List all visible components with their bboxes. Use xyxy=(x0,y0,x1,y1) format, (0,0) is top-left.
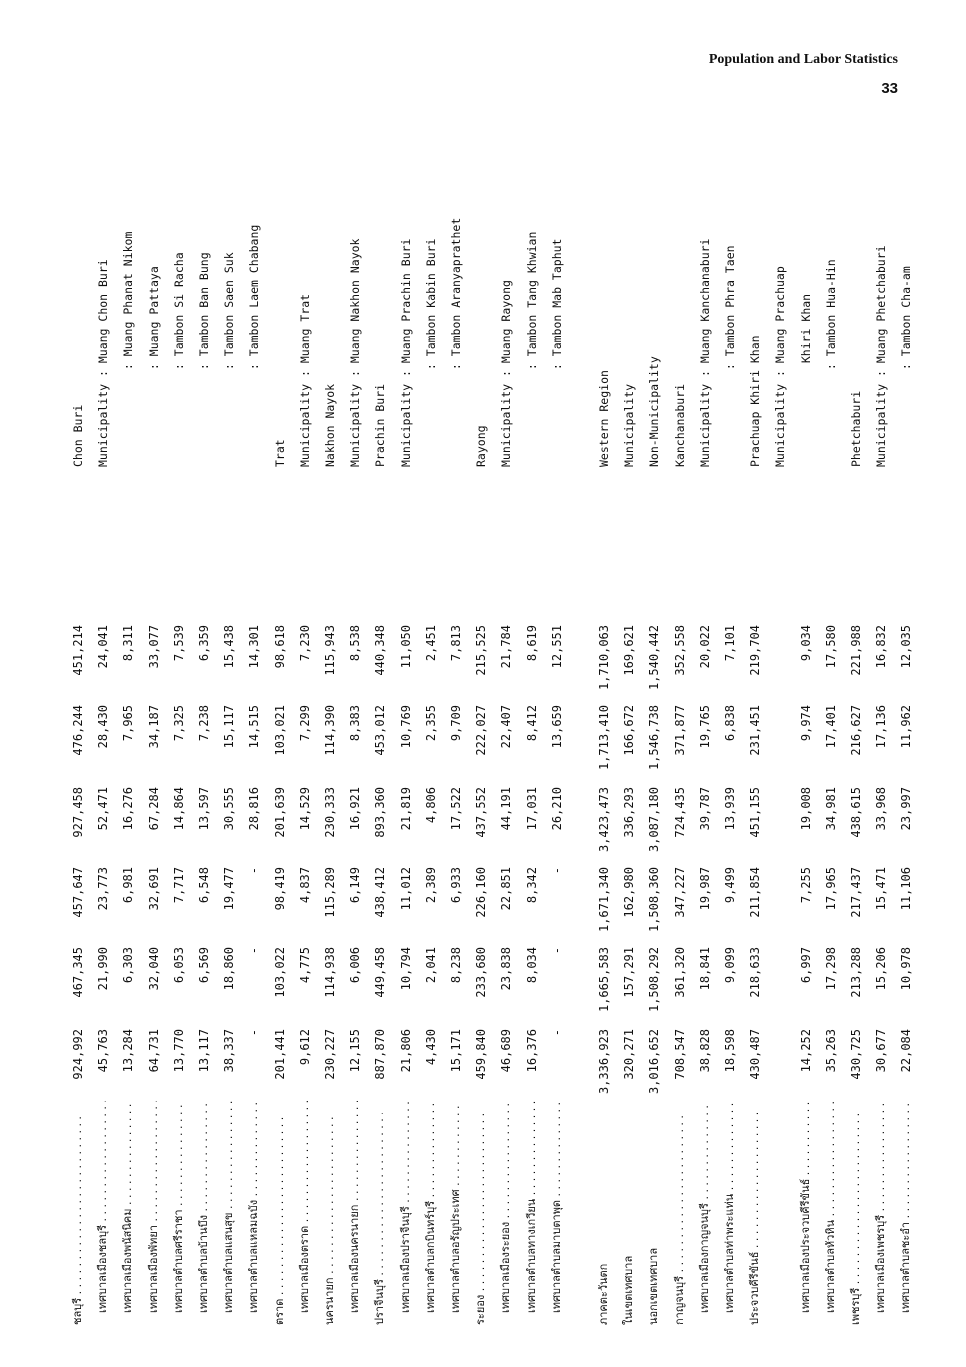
english-name-cell: Municipality : Muang Kanchanaburi xyxy=(697,238,712,467)
value-cell: 7,230 xyxy=(297,625,312,662)
thai-name-cell: เทศบาลเมืองพัทยา . . . xyxy=(143,1101,165,1325)
value-cell: 8,412 xyxy=(524,705,539,742)
value-cell: 8,311 xyxy=(121,625,136,662)
thai-name-cell: เทศบาลเมืองพนัสนิคม . . . xyxy=(117,1101,139,1325)
english-name-cell: : Tambon Phra Taen xyxy=(723,245,737,467)
value-cell: 16,376 xyxy=(524,1029,539,1073)
value-cell: 1,665,583 xyxy=(597,947,611,1013)
english-name-cell: : Tambon Tang Khwian xyxy=(524,231,539,467)
value-cell: 1,546,738 xyxy=(647,705,662,771)
value-cell: 115,943 xyxy=(323,625,337,676)
thai-name-cell: ชลบุรี . . . xyxy=(67,1113,89,1325)
value-cell: 24,041 xyxy=(96,625,111,669)
value-cell: 13,597 xyxy=(197,787,211,831)
thai-name-cell: เทศบาลตำบลทางเกวียน . . . xyxy=(521,1101,543,1325)
table-row xyxy=(669,85,691,1325)
value-cell: 336,293 xyxy=(622,787,637,838)
english-name-cell: : Tambon Mab Taphut xyxy=(549,238,564,467)
value-cell: 6,997 xyxy=(798,947,813,984)
value-cell: 12,551 xyxy=(549,625,564,669)
value-cell: 15,171 xyxy=(449,1029,463,1073)
value-cell: 19,008 xyxy=(798,787,813,831)
english-name-cell: : Tambon Saen Suk xyxy=(222,252,237,467)
table-row xyxy=(845,85,867,1325)
value-cell: 15,471 xyxy=(874,867,889,911)
value-cell: 18,841 xyxy=(697,947,712,991)
value-cell: 226,160 xyxy=(474,867,489,918)
value-cell: 44,191 xyxy=(499,787,514,831)
english-name-cell: Municipality : Muang Prachuap xyxy=(773,266,788,467)
value-cell: 215,525 xyxy=(474,625,489,676)
value-cell: - xyxy=(247,867,262,875)
thai-name-cell: เทศบาลตำบลบ้านบึง . . . xyxy=(193,1101,215,1325)
table-row xyxy=(445,85,467,1325)
value-cell: 32,691 xyxy=(146,867,161,911)
value-cell: 320,271 xyxy=(622,1029,637,1080)
value-cell: 22,084 xyxy=(899,1029,914,1073)
value-cell: 14,529 xyxy=(297,787,312,831)
value-cell: 2,355 xyxy=(423,705,438,742)
table-row xyxy=(344,85,366,1325)
table-row xyxy=(243,85,265,1325)
value-cell: 476,244 xyxy=(71,705,85,756)
value-cell: 11,106 xyxy=(899,867,914,911)
table-row xyxy=(269,85,291,1325)
table-row xyxy=(470,85,492,1325)
english-name-cell: Municipality : Muang Phetchaburi xyxy=(874,245,889,467)
value-cell: 11,012 xyxy=(398,867,413,911)
english-name-cell: Prachuap Khiri Khan xyxy=(748,335,763,467)
english-name-cell: : Muang Phanat Nikom xyxy=(121,231,136,467)
value-cell: 1,508,292 xyxy=(647,947,662,1013)
value-cell: - xyxy=(549,1029,564,1037)
value-cell: 17,580 xyxy=(823,625,838,669)
population-table xyxy=(55,85,914,1325)
value-cell: 52,471 xyxy=(96,787,111,831)
english-name-cell: : Tambon Kabin Buri xyxy=(423,238,438,467)
value-cell: 724,435 xyxy=(672,787,687,838)
english-name-cell: Kanchanaburi xyxy=(672,383,687,467)
value-cell: 28,430 xyxy=(96,705,111,749)
value-cell: 13,284 xyxy=(121,1029,136,1073)
value-cell: 218,633 xyxy=(748,947,763,998)
thai-name-cell: กาญจนบุรี . . . xyxy=(669,1113,691,1325)
value-cell: 459,840 xyxy=(474,1029,489,1080)
value-cell: 7,813 xyxy=(449,625,463,662)
thai-name-cell: เทศบาลเมืองชลบุรี . . . xyxy=(92,1101,114,1325)
thai-name-cell: นอกเขตเทศบาล xyxy=(647,1247,661,1325)
table-row xyxy=(895,85,917,1325)
value-cell: 927,458 xyxy=(71,787,85,838)
value-cell: 3,016,652 xyxy=(647,1029,662,1095)
value-cell: 13,117 xyxy=(197,1029,211,1073)
value-cell: 3,423,473 xyxy=(597,787,611,853)
value-cell: 8,238 xyxy=(449,947,463,984)
table-row xyxy=(193,85,215,1325)
english-name-cell: Municipality : Muang Prachin Buri xyxy=(398,238,413,467)
value-cell: 13,659 xyxy=(549,705,564,749)
table-row xyxy=(67,85,89,1325)
value-cell: 12,155 xyxy=(348,1029,363,1073)
thai-name-cell: เทศบาลตำบลแสนสุข . . . xyxy=(218,1101,240,1325)
value-cell: - xyxy=(549,867,564,875)
value-cell: 20,022 xyxy=(697,625,712,669)
value-cell: 7,255 xyxy=(798,867,813,904)
value-cell: 38,828 xyxy=(697,1029,712,1073)
thai-name-cell: นครนายก . . . xyxy=(319,1113,341,1325)
value-cell: 15,117 xyxy=(222,705,237,749)
value-cell: 2,451 xyxy=(423,625,438,662)
english-name-cell: Municipality : Muang Nakhon Nayok xyxy=(348,238,363,467)
value-cell: 15,206 xyxy=(874,947,889,991)
value-cell: 13,939 xyxy=(723,787,737,831)
value-cell: 39,787 xyxy=(697,787,712,831)
value-cell: 221,988 xyxy=(849,625,863,676)
value-cell: 17,298 xyxy=(823,947,838,991)
value-cell: 115,289 xyxy=(323,867,337,918)
value-cell: 924,992 xyxy=(71,1029,85,1080)
value-cell: 103,022 xyxy=(272,947,287,998)
value-cell: 17,401 xyxy=(823,705,838,749)
english-name-cell: : Tambon Aranyaprathet xyxy=(449,217,463,467)
table-row xyxy=(369,85,391,1325)
value-cell: 114,938 xyxy=(323,947,337,998)
value-cell: 457,647 xyxy=(71,867,85,918)
value-cell: 15,438 xyxy=(222,625,237,669)
thai-name-cell: เทศบาลตำบลศรีราชา . . . xyxy=(168,1101,190,1325)
value-cell: 18,598 xyxy=(723,1029,737,1073)
value-cell: 6,548 xyxy=(197,867,211,904)
value-cell: 2,389 xyxy=(423,867,438,904)
table-row xyxy=(143,85,165,1325)
value-cell: 6,303 xyxy=(121,947,136,984)
value-cell: 437,552 xyxy=(474,787,489,838)
value-cell: 453,012 xyxy=(373,705,388,756)
table-row xyxy=(694,85,716,1325)
value-cell: 230,333 xyxy=(323,787,337,838)
table-row xyxy=(643,85,665,1325)
value-cell: 14,252 xyxy=(798,1029,813,1073)
value-cell: 166,672 xyxy=(622,705,637,756)
value-cell: 10,794 xyxy=(398,947,413,991)
value-cell: 449,458 xyxy=(373,947,388,998)
table-row xyxy=(168,85,190,1325)
thai-name-cell: ภาคตะวันตก xyxy=(597,1263,610,1325)
value-cell: 22,851 xyxy=(499,867,514,911)
value-cell: 17,031 xyxy=(524,787,539,831)
value-cell: 233,680 xyxy=(474,947,489,998)
thai-name-cell: เทศบาลเมืองกาญจนบุรี . . . xyxy=(694,1101,716,1325)
english-name-cell: Nakhon Nayok xyxy=(323,383,337,467)
english-name-cell: : Tambon Si Racha xyxy=(171,252,186,467)
thai-name-cell: ในเขตเทศบาล xyxy=(622,1255,636,1325)
table-row xyxy=(92,85,114,1325)
english-name-cell: Municipality : Muang Trat xyxy=(297,293,312,467)
thai-name-cell: ตราด . . . xyxy=(269,1113,291,1325)
table-row xyxy=(618,85,640,1325)
value-cell: - xyxy=(549,947,564,955)
value-cell: 347,227 xyxy=(672,867,687,918)
table-row xyxy=(744,85,766,1325)
value-cell: 103,021 xyxy=(272,705,287,756)
value-cell: 114,390 xyxy=(323,705,337,756)
value-cell: 18,860 xyxy=(222,947,237,991)
english-name-cell: Khiri Khan xyxy=(798,293,813,467)
thai-name-cell: เทศบาลเมืองนครนายก . . . xyxy=(344,1101,366,1325)
table-row xyxy=(593,85,615,1325)
value-cell: 23,838 xyxy=(499,947,514,991)
thai-name-cell: เทศบาลเมืองเพชรบุรี . . . xyxy=(870,1101,892,1325)
english-name-cell: Municipality xyxy=(622,383,637,467)
value-cell: 6,838 xyxy=(723,705,737,742)
thai-name-cell: เทศบาลตำบลกบินทร์บุรี . . . xyxy=(420,1101,442,1325)
value-cell: 438,615 xyxy=(849,787,863,838)
value-cell: 6,149 xyxy=(348,867,363,904)
value-cell: 893,360 xyxy=(373,787,388,838)
value-cell: 9,709 xyxy=(449,705,463,742)
value-cell: 1,671,340 xyxy=(597,867,611,933)
table-row xyxy=(218,85,240,1325)
value-cell: 8,342 xyxy=(524,867,539,904)
value-cell: 98,618 xyxy=(272,625,287,669)
value-cell: 4,775 xyxy=(297,947,312,984)
value-cell: 64,731 xyxy=(146,1029,161,1073)
value-cell: 352,558 xyxy=(672,625,687,676)
value-cell: 16,276 xyxy=(121,787,136,831)
table-row xyxy=(769,85,791,1325)
value-cell: 7,101 xyxy=(723,625,737,662)
value-cell: 157,291 xyxy=(622,947,637,998)
value-cell: 222,027 xyxy=(474,705,489,756)
value-cell: 440,348 xyxy=(373,625,388,676)
thai-name-cell: เทศบาลตำบลอรัญประเทศ . . . xyxy=(445,1101,467,1325)
value-cell: 162,980 xyxy=(622,867,637,918)
thai-name-cell: ประจวบคีรีขันธ์ . . . xyxy=(744,1113,766,1325)
value-cell: 35,263 xyxy=(823,1029,838,1073)
table-row xyxy=(820,85,842,1325)
value-cell: 3,336,923 xyxy=(597,1029,611,1095)
value-cell: 8,538 xyxy=(348,625,363,662)
value-cell: 67,284 xyxy=(146,787,161,831)
value-cell: 7,238 xyxy=(197,705,211,742)
value-cell: 14,515 xyxy=(247,705,262,749)
value-cell: 32,040 xyxy=(146,947,161,991)
value-cell: 46,689 xyxy=(499,1029,514,1073)
thai-name-cell: ปราจีนบุรี . . . xyxy=(369,1113,391,1325)
value-cell: 2,041 xyxy=(423,947,438,984)
value-cell: 14,864 xyxy=(171,787,186,831)
table-row xyxy=(546,85,568,1325)
english-name-cell: Non-Municipality xyxy=(647,356,662,467)
value-cell: 169,621 xyxy=(622,625,637,676)
value-cell: 9,499 xyxy=(723,867,737,904)
value-cell: 28,816 xyxy=(247,787,262,831)
value-cell: 21,819 xyxy=(398,787,413,831)
value-cell: 438,412 xyxy=(373,867,388,918)
value-cell: 4,430 xyxy=(423,1029,438,1066)
table-row xyxy=(294,85,316,1325)
english-name-cell: Western Region xyxy=(597,370,611,467)
thai-name-cell: เทศบาลเมืองปราจีนบุรี . . . xyxy=(395,1101,417,1325)
value-cell: 4,806 xyxy=(423,787,438,824)
value-cell: 11,962 xyxy=(899,705,914,749)
value-cell: 30,677 xyxy=(874,1029,889,1073)
value-cell: 7,325 xyxy=(171,705,186,742)
value-cell: 21,806 xyxy=(398,1029,413,1073)
table-row xyxy=(795,85,817,1325)
value-cell: 6,981 xyxy=(121,867,136,904)
value-cell: 98,419 xyxy=(272,867,287,911)
value-cell: 1,710,063 xyxy=(597,625,611,691)
thai-name-cell: เทศบาลตำบลท่าพระแท่น . . . xyxy=(719,1101,741,1325)
english-name-cell: : Tambon Hua-Hin xyxy=(823,259,838,467)
value-cell: 23,773 xyxy=(96,867,111,911)
value-cell: 216,627 xyxy=(849,705,863,756)
value-cell: 22,407 xyxy=(499,705,514,749)
value-cell: 16,832 xyxy=(874,625,889,669)
table-row xyxy=(319,85,341,1325)
value-cell: 9,612 xyxy=(297,1029,312,1066)
value-cell: 217,437 xyxy=(849,867,863,918)
value-cell: 6,359 xyxy=(197,625,211,662)
value-cell: 9,034 xyxy=(798,625,813,662)
value-cell: 887,870 xyxy=(373,1029,388,1080)
value-cell: 451,214 xyxy=(71,625,85,676)
value-cell: 8,034 xyxy=(524,947,539,984)
value-cell: 8,619 xyxy=(524,625,539,662)
english-name-cell: : Muang Pattaya xyxy=(146,266,161,467)
value-cell: 371,877 xyxy=(672,705,687,756)
value-cell: 34,187 xyxy=(146,705,161,749)
value-cell: 8,383 xyxy=(348,705,363,742)
value-cell: 231,451 xyxy=(748,705,763,756)
english-name-cell: Chon Buri xyxy=(71,404,85,467)
thai-name-cell: เทศบาลตำบลชะอำ . . . xyxy=(895,1101,917,1325)
value-cell: 430,725 xyxy=(849,1029,863,1080)
english-name-cell: : Tambon Laem Chabang xyxy=(247,224,262,467)
value-cell: 6,933 xyxy=(449,867,463,904)
thai-name-cell: เทศบาลตำบลหัวหิน . . . xyxy=(820,1101,842,1325)
english-name-cell: Municipality : Muang Rayong xyxy=(499,280,514,467)
value-cell: 33,968 xyxy=(874,787,889,831)
value-cell: 7,717 xyxy=(171,867,186,904)
value-cell: 45,763 xyxy=(96,1029,111,1073)
value-cell: 21,784 xyxy=(499,625,514,669)
value-cell: 9,099 xyxy=(723,947,737,984)
english-name-cell: : Tambon Ban Bung xyxy=(197,252,211,467)
value-cell: 12,035 xyxy=(899,625,914,669)
thai-name-cell: เทศบาลตำบลแหลมฉบัง . . . xyxy=(243,1101,265,1325)
thai-name-cell: เทศบาลเมืองประจวบคีรีขันธ์ . . . xyxy=(795,1101,817,1325)
thai-name-cell: ระยอง . . . xyxy=(470,1113,492,1325)
value-cell: 708,547 xyxy=(672,1029,687,1080)
table-row xyxy=(870,85,892,1325)
value-cell: 21,990 xyxy=(96,947,111,991)
value-cell: 11,050 xyxy=(398,625,413,669)
value-cell: 211,854 xyxy=(748,867,763,918)
value-cell: 38,337 xyxy=(222,1029,237,1073)
value-cell: 7,299 xyxy=(297,705,312,742)
value-cell: 361,320 xyxy=(672,947,687,998)
thai-name-cell: เทศบาลตำบลมาบตาพุด . . . xyxy=(546,1101,568,1325)
english-name-cell: Phetchaburi xyxy=(849,390,863,467)
value-cell: 6,569 xyxy=(197,947,211,984)
thai-name-cell: เทศบาลเมืองระยอง . . . xyxy=(495,1101,517,1325)
value-cell: 14,301 xyxy=(247,625,262,669)
table-row xyxy=(117,85,139,1325)
english-name-cell: Municipality : Muang Chon Buri xyxy=(96,259,111,467)
value-cell: 213,288 xyxy=(849,947,863,998)
value-cell: 16,921 xyxy=(348,787,363,831)
value-cell: 1,540,442 xyxy=(647,625,662,691)
value-cell: 451,155 xyxy=(748,787,763,838)
english-name-cell: Prachin Buri xyxy=(373,383,388,467)
table-row xyxy=(395,85,417,1325)
value-cell: 3,087,180 xyxy=(647,787,662,853)
value-cell: 19,477 xyxy=(222,867,237,911)
english-name-cell: Rayong xyxy=(474,425,489,467)
value-cell: 430,487 xyxy=(748,1029,763,1080)
value-cell: 17,136 xyxy=(874,705,889,749)
value-cell: 6,006 xyxy=(348,947,363,984)
english-name-cell: Trat xyxy=(272,439,287,467)
value-cell: 19,987 xyxy=(697,867,712,911)
value-cell: - xyxy=(247,947,262,955)
value-cell: 17,522 xyxy=(449,787,463,831)
value-cell: 201,639 xyxy=(272,787,287,838)
page-number: 33 xyxy=(881,80,898,97)
value-cell: 1,713,410 xyxy=(597,705,611,771)
table-row xyxy=(719,85,741,1325)
value-cell: 30,555 xyxy=(222,787,237,831)
value-cell: 17,965 xyxy=(823,867,838,911)
value-cell: 23,997 xyxy=(899,787,914,831)
value-cell: 6,053 xyxy=(171,947,186,984)
value-cell: - xyxy=(247,1029,262,1037)
table-row xyxy=(521,85,543,1325)
thai-name-cell: เทศบาลเมืองตราด . . . xyxy=(294,1101,316,1325)
table-row xyxy=(495,85,517,1325)
value-cell: 4,837 xyxy=(297,867,312,904)
value-cell: 34,981 xyxy=(823,787,838,831)
value-cell: 1,508,360 xyxy=(647,867,662,933)
value-cell: 467,345 xyxy=(71,947,85,998)
value-cell: 10,978 xyxy=(899,947,914,991)
value-cell: 33,077 xyxy=(146,625,161,669)
value-cell: 7,539 xyxy=(171,625,186,662)
english-name-cell: : Tambon Cha-am xyxy=(899,266,914,467)
table-row xyxy=(420,85,442,1325)
value-cell: 13,770 xyxy=(171,1029,186,1073)
value-cell: 219,704 xyxy=(748,625,763,676)
value-cell: 230,227 xyxy=(323,1029,337,1080)
value-cell: 10,769 xyxy=(398,705,413,749)
value-cell: 26,210 xyxy=(549,787,564,831)
page-header-title: Population and Labor Statistics xyxy=(708,52,898,67)
table-row xyxy=(568,85,590,1325)
value-cell: 9,974 xyxy=(798,705,813,742)
thai-name-cell: เพชรบุรี . . . xyxy=(845,1113,867,1325)
value-cell: 7,965 xyxy=(121,705,136,742)
value-cell: 19,765 xyxy=(697,705,712,749)
value-cell: 201,441 xyxy=(272,1029,287,1080)
